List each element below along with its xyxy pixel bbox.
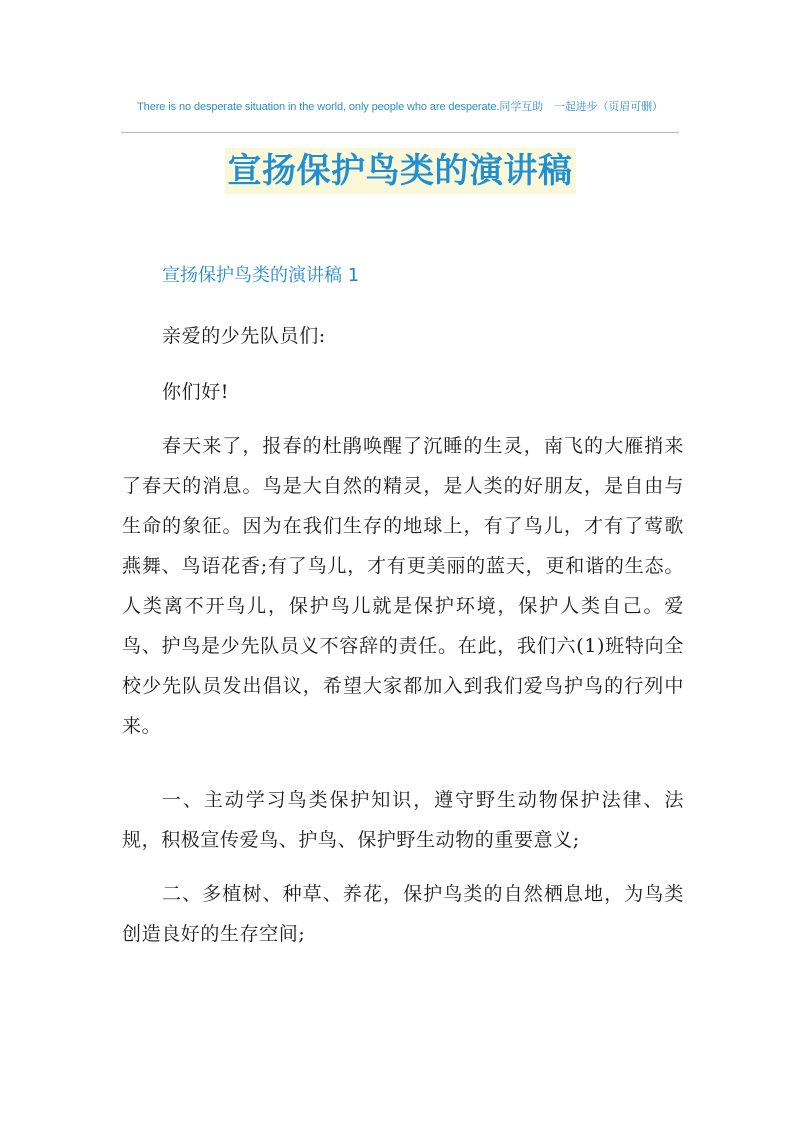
- section-heading: 宣扬保护鸟类的演讲稿 1: [162, 265, 360, 286]
- title-container: [0, 148, 800, 194]
- greeting: 你们好!: [162, 381, 230, 403]
- header-motto: 同学互助 一起进步（页眉可删）: [499, 100, 663, 113]
- body-paragraph: 春天来了，报春的杜鹃唤醒了沉睡的生灵，南飞的大雁捎来了春天的消息。鸟是大自然的精灵，是人类的好朋友，是自由与生命的象征。因为在我们生存的地球上，有了鸟儿，才有了莺歌燕舞、鸟语花香;有了鸟儿，才有更美丽的蓝天，更和谐的生态。人类离不开鸟儿，保护鸟儿就是保护环境，保护人类自己。爱鸟、护鸟是少先队员义不容辞的责任。在此，我们六(1)班特向全校少先队员发出倡议，希望大家都加入到我们爱鸟护鸟的行列中来。: [122, 435, 684, 737]
- page-header: [120, 98, 680, 114]
- salutation: 亲爱的少先队员们:: [162, 325, 326, 347]
- header-quote: There is no desperate situation in the world, only people who are desperate.: [137, 101, 500, 113]
- body-paragraph: 二、多植树、种草、养花，保护鸟类的自然栖息地，为鸟类创造良好的生存空间;: [122, 883, 684, 945]
- document-title: 宣扬保护鸟类的演讲稿: [225, 148, 576, 194]
- header-divider: [121, 132, 679, 133]
- body-paragraph: 一、主动学习鸟类保护知识，遵守野生动物保护法律、法规，积极宣传爱鸟、护鸟、保护野生动物的重要意义;: [122, 789, 684, 851]
